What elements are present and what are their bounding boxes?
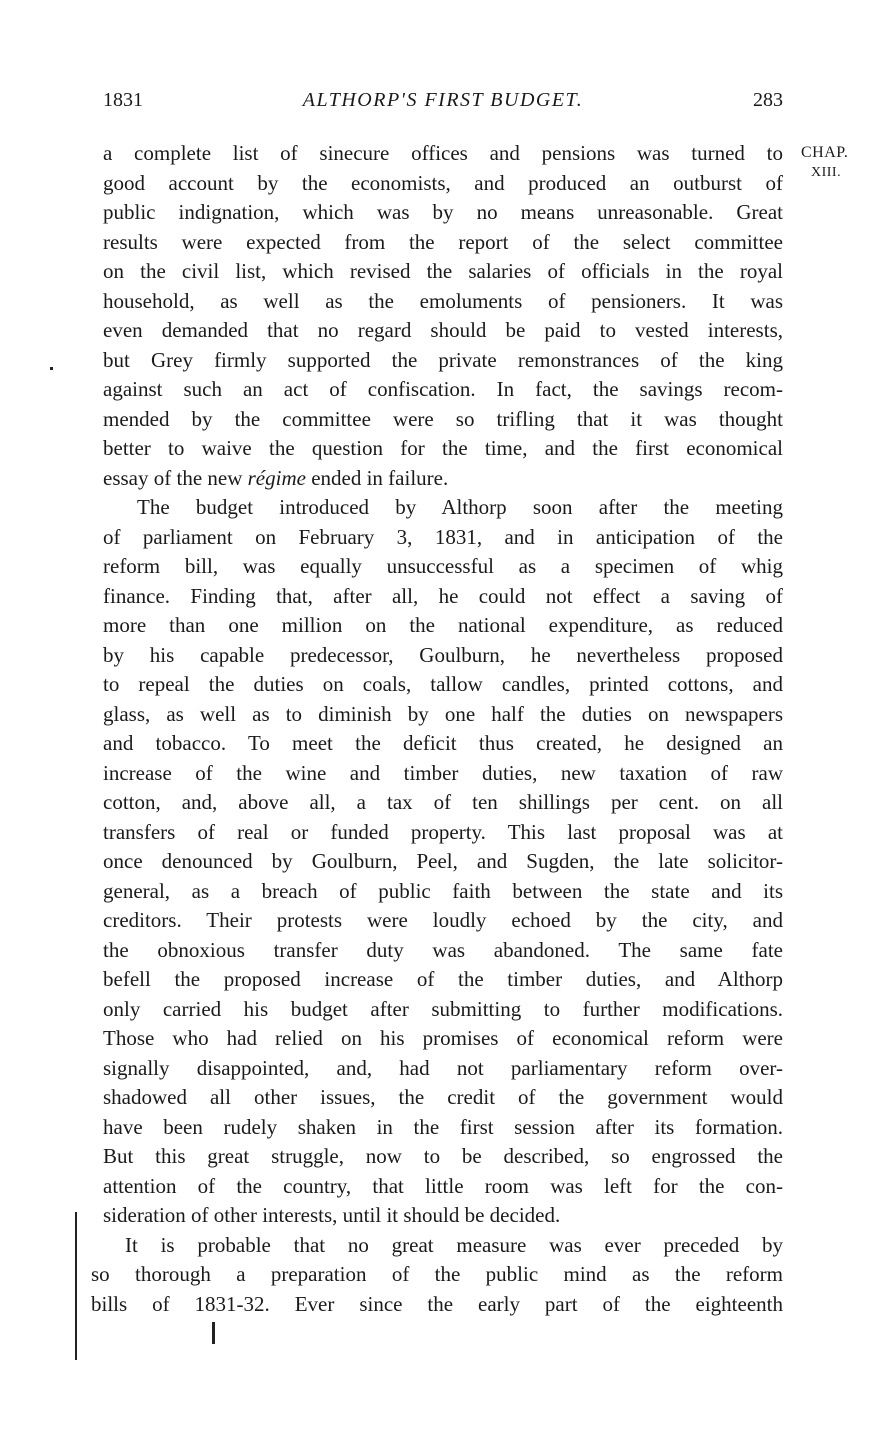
text-line: attention of the country, that little room was left for the con-	[103, 1173, 783, 1198]
text-line: shadowed all other issues, the credit of the government would	[103, 1085, 783, 1109]
text-line: befell the proposed increase of the timber duties, and Althorp	[103, 967, 783, 991]
text-fragment: essay of the new	[103, 465, 248, 490]
margin-rule-mark	[75, 1212, 77, 1360]
text-line: household, as well as the emoluments of pensioners. It was	[103, 288, 783, 313]
text-line: by his capable predecessor, Goulburn, he nevertheless proposed	[103, 642, 783, 667]
text-line: It is probable that no great measure was ever preceded by	[125, 1232, 783, 1257]
header-year: 1831	[103, 89, 143, 111]
page-number: 283	[753, 89, 783, 111]
italic-word: régime	[247, 465, 306, 490]
running-header	[103, 89, 783, 119]
text-line-last	[103, 464, 783, 494]
text-line: creditors. Their protests were loudly echoed by the city, and	[103, 908, 783, 932]
text-line: public indignation, which was by no means unreasonable. Great	[103, 200, 783, 224]
text-line: only carried his budget after submitting to further modifications.	[103, 996, 783, 1021]
paragraph-3	[91, 1231, 783, 1320]
text-line: general, as a breach of public faith between the state and its	[103, 878, 783, 903]
margin-dot-mark	[50, 367, 53, 370]
text-line: reform bill, was equally unsuccessful as a specimen of whig	[103, 554, 783, 578]
text-line: The budget introduced by Althorp soon after the meeting	[137, 495, 783, 519]
text-line: the obnoxious transfer duty was abandoned. The same fate	[103, 937, 783, 962]
paragraph-1	[103, 139, 783, 493]
chap-number: XIII.	[811, 165, 842, 180]
text-line: But this great struggle, now to be described, so engrossed the	[103, 1144, 783, 1168]
text-line: signally disappointed, and, had not parliamentary reform over-	[103, 1055, 783, 1080]
chapter-margin-note	[801, 143, 871, 183]
text-line: more than one million on the national expenditure, as reduced	[103, 613, 783, 637]
text-line: bills of 1831-32. Ever since the early part of the eighteenth	[91, 1291, 783, 1316]
paragraph-2	[103, 493, 783, 1231]
text-line: finance. Finding that, after all, he could not effect a saving of	[103, 583, 783, 608]
text-line: cotton, and, above all, a tax of ten shillings per cent. on all	[103, 790, 783, 814]
text-line: mended by the committee were so trifling that it was thought	[103, 406, 783, 431]
text-line: even demanded that no regard should be paid to vested interests,	[103, 318, 783, 342]
text-line: better to waive the question for the time, and the first economical	[103, 436, 783, 460]
text-line: of parliament on February 3, 1831, and in anticipation of the	[103, 524, 783, 549]
text-line: transfers of real or funded property. This last proposal was at	[103, 819, 783, 844]
text-line: good account by the economists, and produced an outburst of	[103, 170, 783, 195]
text-line: so thorough a preparation of the public mind as the reform	[91, 1262, 783, 1286]
text-line: glass, as well as to diminish by one half the duties on newspapers	[103, 701, 783, 726]
chap-label: CHAP.	[801, 144, 849, 161]
text-line: once denounced by Goulburn, Peel, and Sugden, the late solicitor-	[103, 849, 783, 873]
text-line: sideration of other interests, until it should be decided.	[103, 1203, 561, 1227]
text-line: on the civil list, which revised the salaries of officials in the royal	[103, 259, 783, 283]
text-line: results were expected from the report of the select committee	[103, 229, 783, 254]
stray-ink-mark	[212, 1322, 215, 1344]
text-fragment: ended in failure.	[305, 465, 449, 490]
text-line: but Grey firmly supported the private remonstrances of the king	[103, 347, 783, 372]
text-line: against such an act of confiscation. In fact, the savings recom-	[103, 377, 783, 401]
text-line: have been rudely shaken in the first session after its formation.	[103, 1114, 783, 1139]
header-title: ALTHORP'S FIRST BUDGET.	[302, 89, 584, 111]
text-line: and tobacco. To meet the deficit thus created, he designed an	[103, 731, 783, 755]
text-line: increase of the wine and timber duties, new taxation of raw	[103, 760, 783, 785]
text-line: to repeal the duties on coals, tallow candles, printed cottons, and	[103, 672, 783, 696]
text-line: Those who had relied on his promises of economical reform were	[103, 1026, 783, 1050]
text-line: a complete list of sinecure offices and pensions was turned to	[103, 141, 783, 165]
body-text	[91, 139, 783, 1319]
